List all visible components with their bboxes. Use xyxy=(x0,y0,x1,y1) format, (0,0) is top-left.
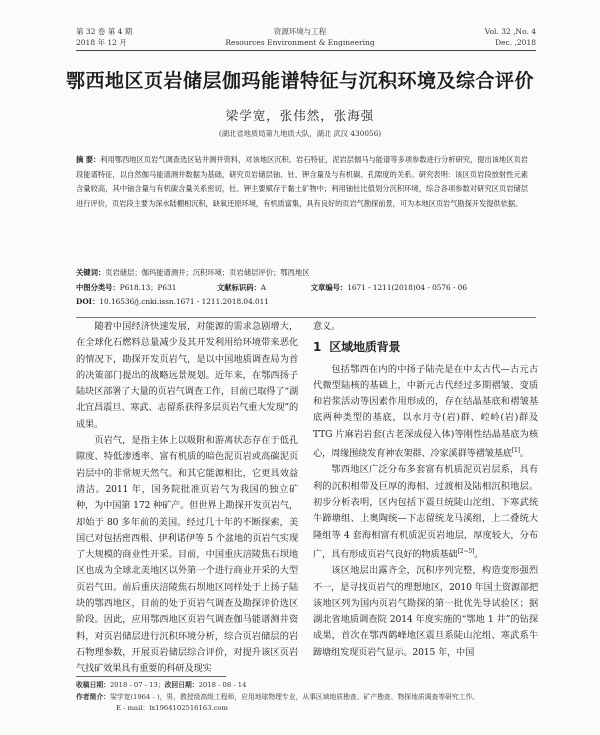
paper-authors: 梁学宽，张伟然，张海强 xyxy=(225,108,375,123)
body-paragraph-2: 页岩气，是指主体上以吸附和游离状态存在于低孔隙度、特低渗透率、富有机质的暗色泥页岩或高碳泥页岩层中的非常规天然气。和其它能源相比，它更具效益清洁。2011 年，国务院批准页岩气为我国的独立矿种，为中国第 172 种矿产。但世界上勘探开发页岩气，却始于 80 多年前的美国。经过几十年的不断探索，美国已对包括密西根、伊利诺伊等 5 个盆地的页岩气实现了大规模的商业性开采。目前，中国重庆涪陵焦石坝地区也成为全球北美地区以外第一个进行商业开采的大型页岩气田。前后重庆涪陵焦石坝地区同样处于上扬子陆块的鄂西地区，目前的处于页岩气调查及勘探评价选区阶段。因此，应用鄂西地区页岩气调查伽马能谱测井资料，对页岩储层进行沉积环境分析，综合页岩储层的岩石物理参数，开展页岩储层综合评价，对提升该区页岩气找矿效果具有重要的科研及现实 xyxy=(76,435,298,675)
doi-value[interactable]: 10.16536/j.cnki.issn.1671 - 1211.2018.04.011 xyxy=(99,297,269,306)
keywords-text: 页岩储层；伽玛能谱测井；沉积环境；页岩储层评价；鄂西地区 xyxy=(105,268,310,277)
keywords-label: 关键词： xyxy=(76,268,106,277)
keywords xyxy=(76,266,528,280)
body-left-column xyxy=(76,319,298,678)
citation-ref[interactable]: [1] xyxy=(511,447,520,455)
header-rule xyxy=(76,50,536,51)
abstract-bottom-rule xyxy=(76,317,536,318)
section-paragraph-3: 该区地层出露齐全，沉积序列完整，构造变形强烈不一，是寻找页岩气的理想地区，2010 年国土资源部把该地区列为国内页岩气勘探的第一批优先导试验区；据湖北省地质调查院 2014 年度实施的“鄂地 1 井”的钻探成果，首次在鄂西鹤峰地区震旦系陡山沱组、寒武系牛蹄塘组发现页岩气显示。2015 年，中国 xyxy=(313,565,538,658)
footnote xyxy=(76,680,538,715)
abstract-text: 利用鄂西地区页岩气调查选区钻井测井资料，对该地区沉积、岩石特征，泥岩层伽马与能谱等多项参数进行分析研究，提出该地区页岩段能谱特征，以自然伽马能谱测井数据为基础，研究页岩储层铀、钍、钾含量及与有机碳、孔隙度的关系。研究表明：该区页岩段放射性元素含量较高，其中铀含量与有机碳含量关系密切，钍、钾主要赋存于黏土矿物中；利用铀钍比值划分沉积环境，综合各项参数对研究区页岩储层进行评价，页岩段主要为深水陆棚相沉积，缺氧还原环境，有机质富集，具有良好的页岩气勘探前景，可为本地区页岩气勘探开发提供依据。 xyxy=(76,155,528,208)
footnote-rule xyxy=(76,676,226,677)
footnote-dates: 收稿日期：2018 - 07 - 13；改回日期：2018 - 08 - 14 xyxy=(76,681,247,689)
article-number-value: 1671 - 1211(2018)04 - 0576 - 06 xyxy=(347,283,468,292)
clc-value: P618.13；P631 xyxy=(119,283,177,292)
section-heading xyxy=(313,339,538,355)
journal-date-en: Dec. ,2018 xyxy=(495,38,536,47)
section-title: 区域地质背景 xyxy=(329,340,401,355)
section-paragraph-1: 包括鄂西在内的中扬子陆壳是在中太古代—古元古代微型陆核的基础上，中新元古代经过多期褶皱、变质和岩浆活动等因素作用形成的，存在结晶基底和褶皱基底两种类型的基底，以水月寺(岩)群、崆岭(岩)群及 TTG 片麻岩岩套(古老深成侵入体)等刚性结晶基底为核心，周缘围绕发育神农架群、冷家溪群等褶皱基底[1]。 xyxy=(313,363,538,460)
journal-date: 2018 年 12 月 xyxy=(76,38,127,47)
body-paragraph-1: 随着中国经济快速发展，对能源的需求急剧增大，在全球化石燃料总量减少及其开发利用给环境带来恶化的情况下，勘探开发页岩气，是以中国地质调查局为首的决策部门提出的战略远景规划。近年来，在鄂西扬子陆块区部署了大量的页岩气调查工作，目前已取得了“湖北宜昌震旦、寒武、志留系获得多层页岩气重大发现”的成果。 xyxy=(76,321,298,430)
abstract-label: 摘 要： xyxy=(76,155,101,164)
section-number: 1 xyxy=(313,340,322,355)
journal-volume: 第 32 卷 第 4 期 xyxy=(76,27,133,36)
journal-volume-en: Vol. 32 ,No. 4 xyxy=(484,27,536,36)
doc-code-label: 文献标识码： xyxy=(217,283,261,292)
paper-title: 鄂西地区页岩储层伽玛能谱特征与沉积环境及综合评价 xyxy=(65,70,534,92)
journal-name-en: Resources Environment & Engineering xyxy=(225,38,375,47)
citation-ref[interactable]: [2~5] xyxy=(457,547,475,555)
article-number-label: 文章编号： xyxy=(310,283,348,292)
doc-code-value: A xyxy=(260,283,267,292)
section-paragraph-2: 鄂西地区广泛分布多套富有机质泥页岩层系，具有利的沉积相带及巨厚的海相、过渡相及陆相沉积地层。初步分析表明，区内包括下震旦统陡山沱组、下寒武统牛蹄塘组、上奥陶统—下志留统龙马溪组，上二叠统大隆组等 4 套海相富有机质泥页岩地层，厚度较大，分布广，具有形成页岩气良好的物质基础[2~5]。 xyxy=(313,464,538,560)
body-right-column xyxy=(313,319,538,661)
clc-label: 中图分类号： xyxy=(76,283,120,292)
email-link[interactable]: lx1964102516163.com xyxy=(149,704,228,712)
author-affiliation: (湖北省地质局第九地质大队，湖北 武汉 430056) xyxy=(218,129,382,138)
journal-name-cn: 资源环境与工程 xyxy=(273,27,327,36)
footnote-email: E - mail：lx1964102516163.com xyxy=(116,704,228,712)
abstract xyxy=(76,153,528,211)
footnote-author-bio: 作者简介：梁学宽(1964 - )，男，教授级高级工程师，应用地球物理专业，从事区域地质勘查、矿产勘查、物探地质调查等研究工作。 xyxy=(76,692,480,701)
doi-label: DOI： xyxy=(76,297,100,306)
classification-line xyxy=(76,281,528,294)
paragraph-continuation: 意义。 xyxy=(313,321,341,332)
doi-line xyxy=(76,295,528,308)
